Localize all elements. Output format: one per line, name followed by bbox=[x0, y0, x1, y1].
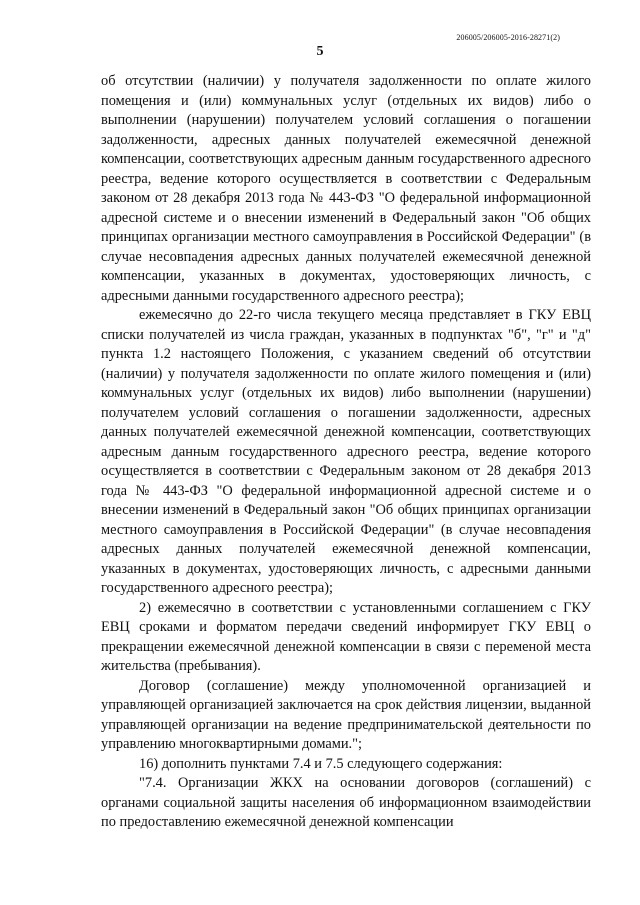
page-number: 5 bbox=[316, 44, 324, 59]
paragraph-2: ежемесячно до 22-го числа текущего месяца представляет в ГКУ ЕВЦ списки получателей из числа граждан, указанных в подпунктах "б", "г" и "д" пункта 1.2 настоящего Положения, с указанием сведений об отсутствии (наличии) у получателя задолженности по оплате жилого помещения и (или) коммунальных услуг (отдельных их видов) либо выполнении (нарушении) получателем условий соглашения о погашении задолженности, адресных данных получателей ежемесячной денежной компенсации, соответствующих адресным данным государственного адресного реестра, ведение которого осуществляется в соответствии с Федеральным законом от 28 декабря 2013 года № 443-ФЗ "О федеральной информационной адресной системе и о внесении изменений в Федеральный закон "Об общих принципах организации местного самоуправления в Российской Федерации" (в случае несовпадения адресных данных получателей ежемесячной денежной компенсации, указанных в документах, удостоверяющих личность, с адресными данными государственного адресного реестра); bbox=[101, 307, 591, 596]
paragraph-3: 2) ежемесячно в соответствии с установленными соглашением с ГКУ ЕВЦ сроками и форматом передачи сведений информирует ГКУ ЕВЦ о прекращении ежемесячной денежной компенсации в связи с переменой места жительства (пребывания). bbox=[101, 599, 591, 674]
document-body bbox=[101, 72, 591, 833]
paragraph-1: об отсутствии (наличии) у получателя задолженности по оплате жилого помещения и (или) коммунальных услуг (отдельных их видов) либо о выполнении (нарушении) получателем условий соглашения о погашении задолженности, адресных данных получателей ежемесячной денежной компенсации, соответствующих адресным данным государственного адресного реестра, ведение которого осуществляется в соответствии с Федеральным законом от 28 декабря 2013 года № 443-ФЗ "О федеральной информационной адресной системе и о внесении изменений в Федеральный закон "Об общих принципах организации местного самоуправления в Российской Федерации" (в случае несовпадения адресных данных получателей ежемесячной денежной компенсации, указанных в документах, удостоверяющих личность, с адресными данными государственного адресного реестра); bbox=[101, 73, 591, 304]
paragraph-4: Договор (соглашение) между уполномоченной организацией и управляющей организацией заключается на срок действия лицензии, выданной управляющей организации на ведение предпринимательской деятельности по управлению многоквартирными домами."; bbox=[101, 677, 591, 752]
document-id: 206005/206005-2016-28271(2) bbox=[456, 33, 560, 42]
paragraph-5: 16) дополнить пунктами 7.4 и 7.5 следующего содержания: bbox=[139, 755, 503, 772]
paragraph-6: "7.4. Организации ЖКХ на основании договоров (соглашений) с органами социальной защиты населения об информационном взаимодействии по предоставлению ежемесячной денежной компенсации bbox=[101, 775, 591, 830]
